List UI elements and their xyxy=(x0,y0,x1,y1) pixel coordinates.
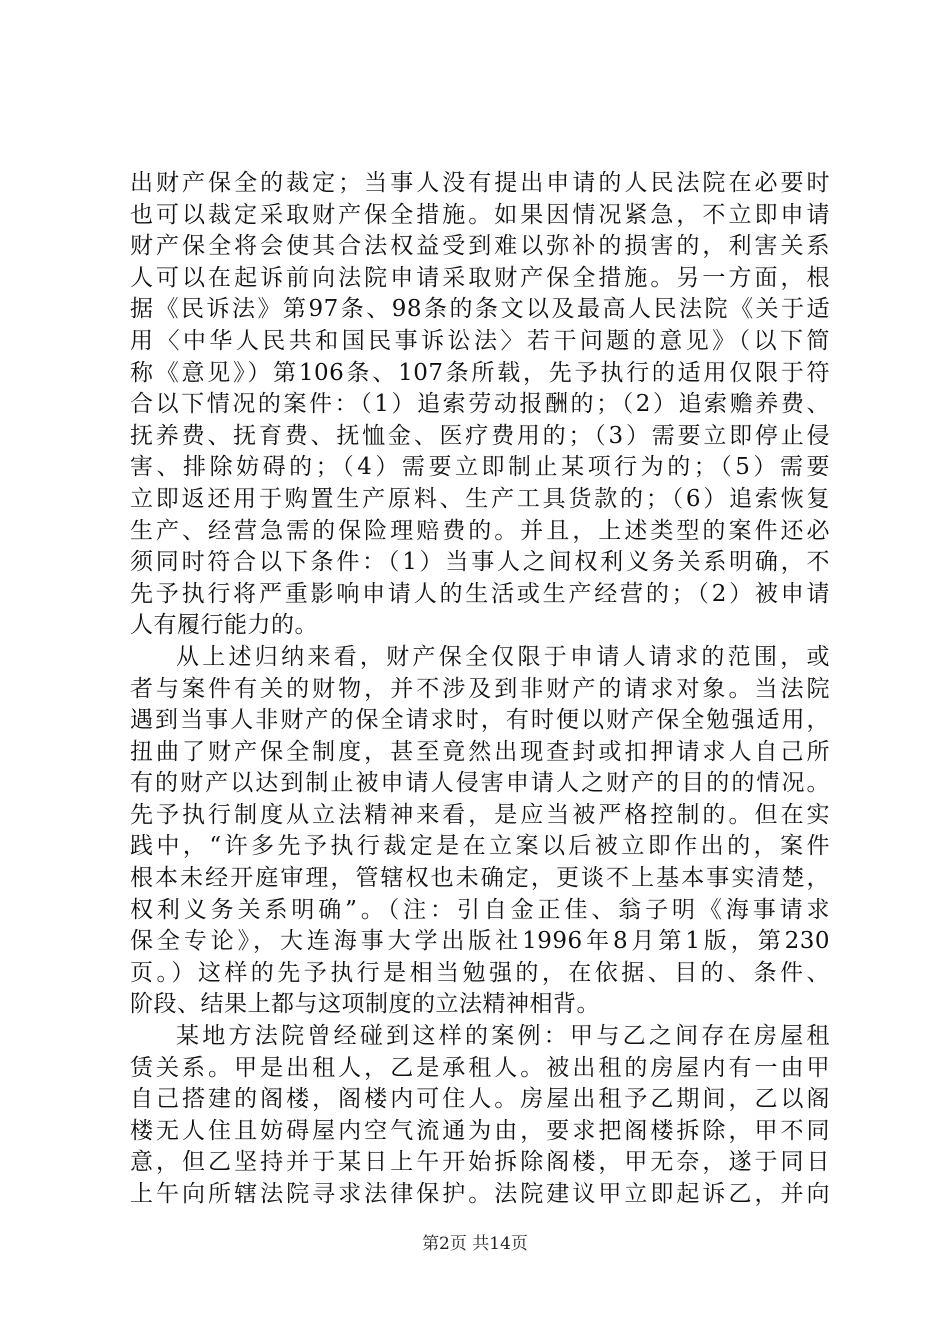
text-line: 须同时符合以下条件：（1）当事人之间权利义务关系明确，不 xyxy=(130,549,830,576)
text-line: 先予执行制度从立法精神来看，是应当被严格控制的。但在实 xyxy=(130,801,830,828)
paragraph-1 xyxy=(130,168,830,642)
text-line: 人可以在起诉前向法院申请采取财产保全措施。另一方面，根 xyxy=(130,264,830,291)
text-line: 合以下情况的案件：（1）追索劳动报酬的；（2）追索赡养费、 xyxy=(130,391,830,418)
text-line: 践中，“许多先予执行裁定是在立案以后被立即作出的，案件 xyxy=(130,833,830,860)
text-line: 生产、经营急需的保险理赔费的。并且，上述类型的案件还必 xyxy=(130,517,830,544)
text-line: 者与案件有关的财物，并不涉及到非财产的请求对象。当法院 xyxy=(130,675,830,702)
text-line: 财产保全将会使其合法权益受到难以弥补的损害的，利害关系 xyxy=(130,233,830,260)
body-text xyxy=(130,168,830,1211)
text-line: 立即返还用于购置生产原料、生产工具货款的；（6）追索恢复 xyxy=(130,485,830,512)
text-line: 先予执行将严重影响申请人的生活或生产经营的；（2）被申请 xyxy=(130,580,830,607)
text-line: 权利义务关系明确”。（注：引自金正佳、翁子明《海事请求 xyxy=(130,896,830,923)
text-line: 用〈中华人民共和国民事诉讼法〉若干问题的意见》（以下简 xyxy=(130,327,830,354)
paragraph-3 xyxy=(130,1021,830,1211)
text-line: 据《民诉法》第97条、98条的条文以及最高人民法院《关于适 xyxy=(130,296,830,323)
text-line: 页。）这样的先予执行是相当勉强的，在依据、目的、条件、 xyxy=(130,959,830,986)
text-line: 抚养费、抚育费、抚恤金、医疗费用的；（3）需要立即停止侵 xyxy=(130,422,830,449)
paragraph-2 xyxy=(130,642,830,1021)
text-line: 某地方法院曾经碰到这样的案例：甲与乙之间存在房屋租 xyxy=(176,1023,830,1050)
text-line: 也可以裁定采取财产保全措施。如果因情况紧急，不立即申请 xyxy=(130,201,830,228)
text-line: 自己搭建的阁楼，阁楼内可住人。房屋出租予乙期间，乙以阁 xyxy=(130,1086,830,1113)
text-line: 扭曲了财产保全制度，甚至竟然出现查封或扣押请求人自己所 xyxy=(130,738,830,765)
text-line: 楼无人住且妨碍屋内空气流通为由，要求把阁楼拆除，甲不同 xyxy=(130,1117,830,1144)
text-line: 赁关系。甲是出租人，乙是承租人。被出租的房屋内有一由甲 xyxy=(130,1054,830,1081)
page-number-footer: 第2页 共14页 xyxy=(422,1234,528,1254)
text-line: 根本未经开庭审理，管辖权也未确定，更谈不上基本事实清楚， xyxy=(130,865,830,892)
text-line: 上午向所辖法院寻求法律保护。法院建议甲立即起诉乙，并向 xyxy=(130,1181,830,1207)
text-line: 阶段、结果上都与这项制度的立法精神相背。 xyxy=(130,991,600,1018)
text-line: 有的财产以达到制止被申请人侵害申请人之财产的目的的情况。 xyxy=(130,770,830,797)
text-line: 害、排除妨碍的；（4）需要立即制止某项行为的；（5）需要 xyxy=(130,454,830,481)
text-line: 遇到当事人非财产的保全请求时，有时便以财产保全勉强适用， xyxy=(130,707,830,734)
text-line: 从上述归纳来看，财产保全仅限于申请人请求的范围，或 xyxy=(176,643,830,670)
text-line: 意，但乙坚持并于某日上午开始拆除阁楼，甲无奈，遂于同日 xyxy=(130,1149,830,1176)
text-line: 出财产保全的裁定；当事人没有提出申请的人民法院在必要时 xyxy=(130,170,830,196)
text-line: 人有履行能力的。 xyxy=(130,612,318,639)
text-line: 保全专论》，大连海事大学出版社1996年8月第1版，第230 xyxy=(130,928,830,955)
text-line: 称《意见》）第106条、107条所载，先予执行的适用仅限于符 xyxy=(130,359,830,386)
